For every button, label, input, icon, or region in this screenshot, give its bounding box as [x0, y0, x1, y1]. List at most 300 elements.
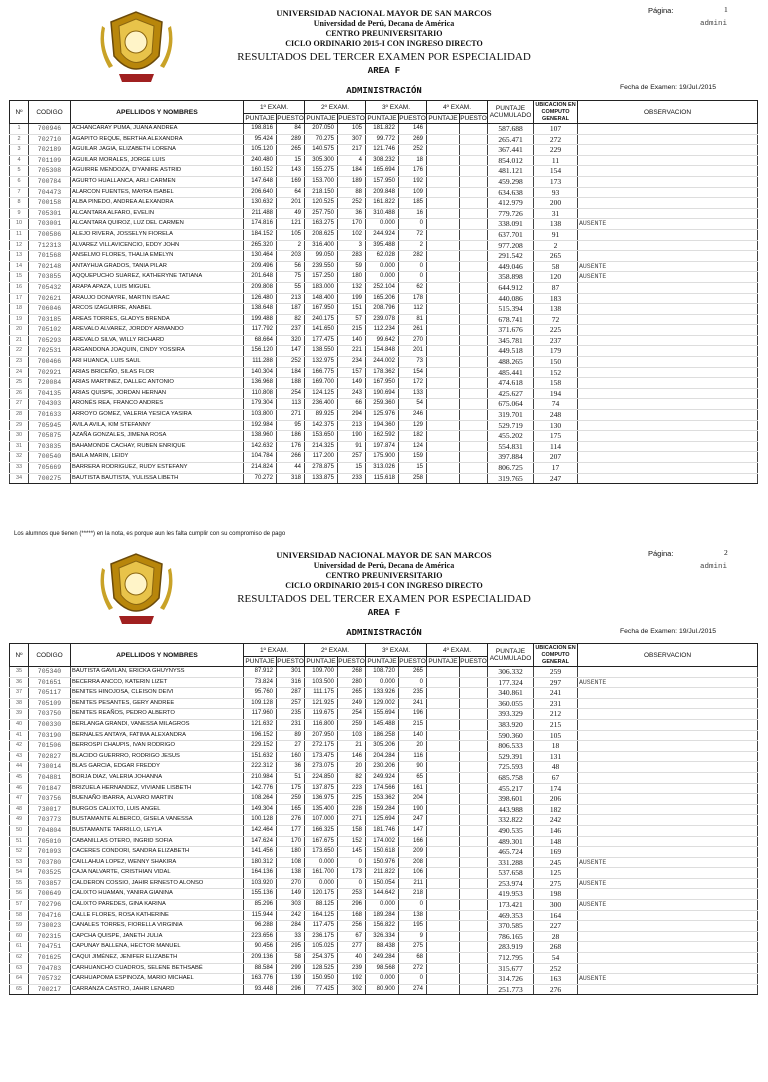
- exam3-score: 175.900: [366, 452, 399, 463]
- exam1-score: 130.632: [244, 198, 277, 209]
- exam4-score: [427, 314, 460, 325]
- student-code: 704751: [29, 942, 71, 953]
- exam4-rank: [460, 176, 488, 187]
- exam4-rank: [460, 441, 488, 452]
- general-rank: 276: [534, 984, 578, 995]
- table-row: [10, 751, 758, 762]
- exam1-score: 103.800: [244, 410, 277, 421]
- exam1-rank: 75: [277, 272, 305, 283]
- student-name: CAILLAHUA LOPEZ, WENNY SHAKIRA: [71, 857, 244, 868]
- cumulative-score: 315.677: [488, 963, 534, 974]
- student-code: 705109: [29, 698, 71, 709]
- cumulative-score: 481.121: [488, 166, 534, 177]
- observation: AUSENTE: [578, 677, 758, 688]
- student-code: 700217: [29, 984, 71, 995]
- row-number: 16: [10, 282, 29, 293]
- exam4-rank: [460, 804, 488, 815]
- row-number: 41: [10, 730, 29, 741]
- student-name: ANTAYHUA GRADOS, TANIA PILAR: [71, 261, 244, 272]
- table-row: [10, 420, 758, 431]
- student-code: 703857: [29, 878, 71, 889]
- student-code: 730017: [29, 804, 71, 815]
- cumulative-score: 465.724: [488, 847, 534, 858]
- exam4-score: [427, 208, 460, 219]
- exam1-rank: 56: [277, 261, 305, 272]
- general-rank: 300: [534, 900, 578, 911]
- exam3-score: 204.284: [366, 751, 399, 762]
- exam2-rank: 157: [338, 367, 366, 378]
- cumulative-score: 283.919: [488, 942, 534, 953]
- general-rank: 227: [534, 921, 578, 932]
- student-name: BLAS GARCIA, EDGAR FREDDY: [71, 762, 244, 773]
- cumulative-score: 314.726: [488, 974, 534, 985]
- exam3-rank: 18: [399, 155, 427, 166]
- exam4-rank: [460, 124, 488, 135]
- university-name: UNIVERSIDAD NACIONAL MAYOR DE SAN MARCOS: [276, 8, 492, 18]
- exam2-rank: 168: [338, 910, 366, 921]
- exam2-rank: 173: [338, 868, 366, 879]
- student-code: 702621: [29, 293, 71, 304]
- university-subtitle: Universidad de Perú, Decana de América: [313, 18, 455, 28]
- student-name: CAJA NALVARTE, CRISTHIAN VIDAL: [71, 868, 244, 879]
- page-number: 2: [724, 548, 728, 557]
- exam3-rank: 182: [399, 431, 427, 442]
- general-rank: 173: [534, 176, 578, 187]
- exam3-score: 0.000: [366, 974, 399, 985]
- exam1-score: 104.784: [244, 452, 277, 463]
- table-row: [10, 921, 758, 932]
- student-code: 705340: [29, 667, 71, 678]
- student-name: CARRANZA CASTRO, JAHIR LENARD: [71, 984, 244, 995]
- observation: [578, 134, 758, 145]
- cumulative-score: 469.353: [488, 910, 534, 921]
- exam3-rank: 16: [399, 208, 427, 219]
- exam4-rank: [460, 709, 488, 720]
- exam2-score: 161.700: [305, 868, 338, 879]
- row-number: 28: [10, 410, 29, 421]
- exam4-score: [427, 431, 460, 442]
- exam3-score: 244.002: [366, 357, 399, 368]
- exam3-score: 326.334: [366, 931, 399, 942]
- student-name: AQQUEPUCHO SUAREZ, KATHERYNE TATIANA: [71, 272, 244, 283]
- table-row: [10, 293, 758, 304]
- student-name: BARRERA RODRIGUEZ, RUDY ESTEFANY: [71, 463, 244, 474]
- exam4-rank: [460, 431, 488, 442]
- observation: [578, 741, 758, 752]
- exam2-score: 119.675: [305, 709, 338, 720]
- exam2-score: 169.700: [305, 378, 338, 389]
- observation: [578, 378, 758, 389]
- observation: [578, 420, 758, 431]
- general-rank: 194: [534, 388, 578, 399]
- exam2-rank: 0: [338, 857, 366, 868]
- row-number: 48: [10, 804, 29, 815]
- observation: [578, 762, 758, 773]
- exam1-score: 184.152: [244, 229, 277, 240]
- exam2-score: 214.325: [305, 441, 338, 452]
- exam2-score: 117.200: [305, 452, 338, 463]
- student-name: CAPCHA QUISPE, JANETH JULIA: [71, 931, 244, 942]
- student-code: 705117: [29, 688, 71, 699]
- row-number: 13: [10, 251, 29, 262]
- exam3-score: 252.104: [366, 282, 399, 293]
- table-row: [10, 410, 758, 421]
- exam3-rank: 73: [399, 357, 427, 368]
- row-number: 63: [10, 963, 29, 974]
- exam4-rank: [460, 857, 488, 868]
- student-name: AVILA AVILA, KIM STEFANNY: [71, 420, 244, 431]
- exam3-score: 150.618: [366, 847, 399, 858]
- exam2-score: 88.125: [305, 900, 338, 911]
- exam4-rank: [460, 889, 488, 900]
- exam3-score: 165.206: [366, 293, 399, 304]
- row-number: 42: [10, 741, 29, 752]
- exam1-rank: 143: [277, 166, 305, 177]
- exam2-rank: 170: [338, 219, 366, 230]
- exam1-rank: 113: [277, 399, 305, 410]
- student-name: BERNALES ANTAYA, FATIMA ALEXANDRA: [71, 730, 244, 741]
- exam1-rank: 213: [277, 293, 305, 304]
- cumulative-score: 554.831: [488, 441, 534, 452]
- student-name: AGUILAR JAGIA, ELIZABETH LORENA: [71, 145, 244, 156]
- exam1-rank: 252: [277, 357, 305, 368]
- row-number: 19: [10, 314, 29, 325]
- exam3-score: 189.284: [366, 910, 399, 921]
- exam4-rank: [460, 719, 488, 730]
- exam1-score: 151.632: [244, 751, 277, 762]
- exam2-rank: 199: [338, 293, 366, 304]
- row-number: 17: [10, 293, 29, 304]
- cumulative-score: 358.898: [488, 272, 534, 283]
- exam3-rank: 201: [399, 346, 427, 357]
- payment-footnote: Los alumnos que tienen (*****) en la nota, es porque aun les falta cumplir con su compromiso de pago: [14, 531, 286, 537]
- student-code: 702827: [29, 751, 71, 762]
- col-puesto-header: PUESTO: [460, 115, 487, 122]
- user-label: admini: [700, 563, 728, 571]
- row-number: 14: [10, 261, 29, 272]
- exam2-rank: 243: [338, 388, 366, 399]
- exam4-score: [427, 931, 460, 942]
- center-name: CENTRO PREUNIVERSITARIO: [325, 570, 443, 580]
- exam3-rank: 235: [399, 688, 427, 699]
- exam2-score: 99.050: [305, 251, 338, 262]
- exam3-score: 305.206: [366, 741, 399, 752]
- student-name: ALEJO RIVERA, JOSSELYN FIORELA: [71, 229, 244, 240]
- exam3-rank: 275: [399, 942, 427, 953]
- exam1-score: 138.960: [244, 431, 277, 442]
- observation: [578, 984, 758, 995]
- student-code: 704716: [29, 910, 71, 921]
- exam1-score: 142.632: [244, 441, 277, 452]
- student-code: 703001: [29, 219, 71, 230]
- row-number: 35: [10, 667, 29, 678]
- exam2-rank: 254: [338, 709, 366, 720]
- observation: [578, 357, 758, 368]
- exam1-score: 196.152: [244, 730, 277, 741]
- row-number: 52: [10, 847, 29, 858]
- exam1-rank: 289: [277, 134, 305, 145]
- exam1-score: 222.312: [244, 762, 277, 773]
- student-code: 701093: [29, 847, 71, 858]
- table-row: [10, 868, 758, 879]
- student-code: 704303: [29, 399, 71, 410]
- student-name: CARHUAPOMA ESPINOZA, MARIO MICHAEL: [71, 974, 244, 985]
- exam3-rank: 196: [399, 709, 427, 720]
- exam4-score: [427, 452, 460, 463]
- exam2-rank: 151: [338, 304, 366, 315]
- exam2-score: 236.175: [305, 931, 338, 942]
- exam4-rank: [460, 208, 488, 219]
- exam1-score: 130.464: [244, 251, 277, 262]
- exam3-rank: 166: [399, 836, 427, 847]
- exam1-score: 180.312: [244, 857, 277, 868]
- exam4-score: [427, 900, 460, 911]
- exam1-rank: 270: [277, 878, 305, 889]
- exam2-rank: 271: [338, 815, 366, 826]
- col-code-header: CODIGO: [29, 101, 71, 124]
- student-code: 700330: [29, 719, 71, 730]
- exam3-score: 115.618: [366, 473, 399, 484]
- exam4-rank: [460, 762, 488, 773]
- exam1-score: 160.152: [244, 166, 277, 177]
- row-number: 50: [10, 825, 29, 836]
- observation: [578, 688, 758, 699]
- exam4-rank: [460, 240, 488, 251]
- cumulative-score: 440.086: [488, 293, 534, 304]
- exam4-rank: [460, 378, 488, 389]
- student-code: 703780: [29, 857, 71, 868]
- exam2-score: 77.425: [305, 984, 338, 995]
- exam2-rank: 15: [338, 463, 366, 474]
- exam1-rank: 188: [277, 378, 305, 389]
- exam1-score: 147.648: [244, 176, 277, 187]
- exam2-rank: 88: [338, 187, 366, 198]
- exam2-score: 208.625: [305, 229, 338, 240]
- exam3-score: 144.642: [366, 889, 399, 900]
- exam3-rank: 109: [399, 187, 427, 198]
- table-row: [10, 772, 758, 783]
- col-puntaje-header: PUNTAJE: [367, 658, 397, 665]
- student-name: CALDERON COSSIO, JAHIR ERNESTO ALONSO: [71, 878, 244, 889]
- exam2-rank: 103: [338, 730, 366, 741]
- general-rank: 31: [534, 208, 578, 219]
- general-rank: 265: [534, 251, 578, 262]
- exam2-score: 254.375: [305, 953, 338, 964]
- observation: [578, 794, 758, 805]
- observation: [578, 229, 758, 240]
- table-row: [10, 378, 758, 389]
- exam4-score: [427, 667, 460, 678]
- exam2-score: 148.400: [305, 293, 338, 304]
- student-name: BURGOS CALIXTO, LUIS ANGEL: [71, 804, 244, 815]
- exam4-rank: [460, 325, 488, 336]
- general-rank: 169: [534, 847, 578, 858]
- table-row: [10, 229, 758, 240]
- table-row: [10, 187, 758, 198]
- exam4-rank: [460, 825, 488, 836]
- exam3-rank: 246: [399, 410, 427, 421]
- general-rank: 237: [534, 335, 578, 346]
- observation: [578, 868, 758, 879]
- exam4-score: [427, 783, 460, 794]
- general-rank: 28: [534, 931, 578, 942]
- exam2-rank: 215: [338, 325, 366, 336]
- exam1-rank: 58: [277, 953, 305, 964]
- exam3-score: 157.950: [366, 176, 399, 187]
- exam4-rank: [460, 145, 488, 156]
- table-row: [10, 367, 758, 378]
- general-rank: 252: [534, 963, 578, 974]
- exam1-rank: 147: [277, 346, 305, 357]
- exam3-score: 121.746: [366, 145, 399, 156]
- general-rank: 120: [534, 272, 578, 283]
- exam2-score: 305.300: [305, 155, 338, 166]
- table-row: [10, 857, 758, 868]
- exam1-score: 85.296: [244, 900, 277, 911]
- general-rank: 93: [534, 187, 578, 198]
- table-row: [10, 124, 758, 135]
- cumulative-score: 725.593: [488, 762, 534, 773]
- exam4-score: [427, 963, 460, 974]
- exam1-rank: 138: [277, 868, 305, 879]
- student-name: AREVALO ALVAREZ, JORDDY ARMANDO: [71, 325, 244, 336]
- exam1-score: 214.824: [244, 463, 277, 474]
- exam4-score: [427, 378, 460, 389]
- exam2-score: 316.400: [305, 240, 338, 251]
- exam4-rank: [460, 473, 488, 484]
- observation: [578, 441, 758, 452]
- table-row: [10, 240, 758, 251]
- exam3-score: 186.258: [366, 730, 399, 741]
- student-name: CAPUNAY BALLENA, HECTOR MANUEL: [71, 942, 244, 953]
- col-exam3-header: 3º EXAM.: [366, 101, 427, 114]
- row-number: 1: [10, 124, 29, 135]
- col-exam4-header: 4º EXAM.: [427, 101, 488, 114]
- exam3-rank: 178: [399, 293, 427, 304]
- col-puntaje-header: PUNTAJE: [245, 115, 275, 122]
- exam3-rank: 54: [399, 399, 427, 410]
- general-rank: 58: [534, 261, 578, 272]
- student-name: AGURTO HUALLANCA, ARLI CARMEN: [71, 176, 244, 187]
- student-code: 700586: [29, 229, 71, 240]
- student-code: 703525: [29, 868, 71, 879]
- exam2-score: 0.000: [305, 857, 338, 868]
- observation: AUSENTE: [578, 900, 758, 911]
- observation: [578, 910, 758, 921]
- exam3-score: 129.002: [366, 698, 399, 709]
- cumulative-score: 367.441: [488, 145, 534, 156]
- exam4-score: [427, 878, 460, 889]
- row-number: 20: [10, 325, 29, 336]
- exam1-rank: 184: [277, 367, 305, 378]
- exam3-score: 0.000: [366, 677, 399, 688]
- exam1-rank: 287: [277, 688, 305, 699]
- observation: AUSENTE: [578, 272, 758, 283]
- exam3-rank: 190: [399, 804, 427, 815]
- student-code: 703750: [29, 709, 71, 720]
- specialty-label: ADMINISTRACIÓN: [346, 85, 422, 96]
- exam4-rank: [460, 730, 488, 741]
- exam3-score: 167.950: [366, 378, 399, 389]
- student-code: 705432: [29, 282, 71, 293]
- student-code: 704473: [29, 187, 71, 198]
- exam3-score: 99.772: [366, 134, 399, 145]
- exam4-score: [427, 730, 460, 741]
- student-code: 703185: [29, 314, 71, 325]
- exam3-score: 194.360: [366, 420, 399, 431]
- student-code: 701847: [29, 783, 71, 794]
- exam1-rank: 89: [277, 730, 305, 741]
- exam2-rank: 184: [338, 166, 366, 177]
- exam4-rank: [460, 314, 488, 325]
- table-row: [10, 783, 758, 794]
- exam3-rank: 0: [399, 677, 427, 688]
- exam1-score: 147.624: [244, 836, 277, 847]
- exam1-score: 108.264: [244, 794, 277, 805]
- observation: [578, 208, 758, 219]
- exam1-score: 117.792: [244, 325, 277, 336]
- exam3-score: 395.488: [366, 240, 399, 251]
- table-row: [10, 942, 758, 953]
- student-name: CALLE FLORES, ROSA KATHERINE: [71, 910, 244, 921]
- exam3-rank: 0: [399, 261, 427, 272]
- table-row: [10, 709, 758, 720]
- exam4-rank: [460, 783, 488, 794]
- exam1-rank: 139: [277, 974, 305, 985]
- exam4-rank: [460, 388, 488, 399]
- exam4-rank: [460, 698, 488, 709]
- exam1-score: 96.288: [244, 921, 277, 932]
- exam1-rank: 175: [277, 783, 305, 794]
- exam3-score: 244.924: [366, 229, 399, 240]
- general-rank: 107: [534, 124, 578, 135]
- cumulative-score: 712.795: [488, 953, 534, 964]
- exam4-rank: [460, 836, 488, 847]
- table-row: [10, 794, 758, 805]
- exam2-score: 177.475: [305, 335, 338, 346]
- general-rank: 105: [534, 730, 578, 741]
- exam2-rank: 3: [338, 240, 366, 251]
- exam1-score: 136.968: [244, 378, 277, 389]
- observation: [578, 314, 758, 325]
- exam4-score: [427, 155, 460, 166]
- student-name: BAHAMONDE CACHAY, RUBEN ENRIQUE: [71, 441, 244, 452]
- table-row: [10, 208, 758, 219]
- observation: [578, 335, 758, 346]
- col-exam2-header: 2º EXAM.: [305, 644, 366, 657]
- exam3-score: 211.822: [366, 868, 399, 879]
- cycle-name: CICLO ORDINARIO 2015-I CON INGRESO DIRECTO: [285, 580, 483, 590]
- student-code: 705293: [29, 335, 71, 346]
- general-rank: 206: [534, 794, 578, 805]
- exam2-rank: 192: [338, 974, 366, 985]
- col-puesto-header: PUESTO: [399, 658, 426, 665]
- general-rank: 158: [534, 378, 578, 389]
- general-rank: 131: [534, 751, 578, 762]
- exam3-score: 0.000: [366, 272, 399, 283]
- exam1-score: 192.984: [244, 420, 277, 431]
- exam2-rank: 294: [338, 410, 366, 421]
- row-number: 33: [10, 463, 29, 474]
- exam4-rank: [460, 921, 488, 932]
- student-code: 701625: [29, 953, 71, 964]
- exam2-score: 140.575: [305, 145, 338, 156]
- exam1-score: 117.960: [244, 709, 277, 720]
- student-code: 705669: [29, 463, 71, 474]
- cumulative-score: 806.533: [488, 741, 534, 752]
- general-rank: 74: [534, 399, 578, 410]
- exam4-score: [427, 804, 460, 815]
